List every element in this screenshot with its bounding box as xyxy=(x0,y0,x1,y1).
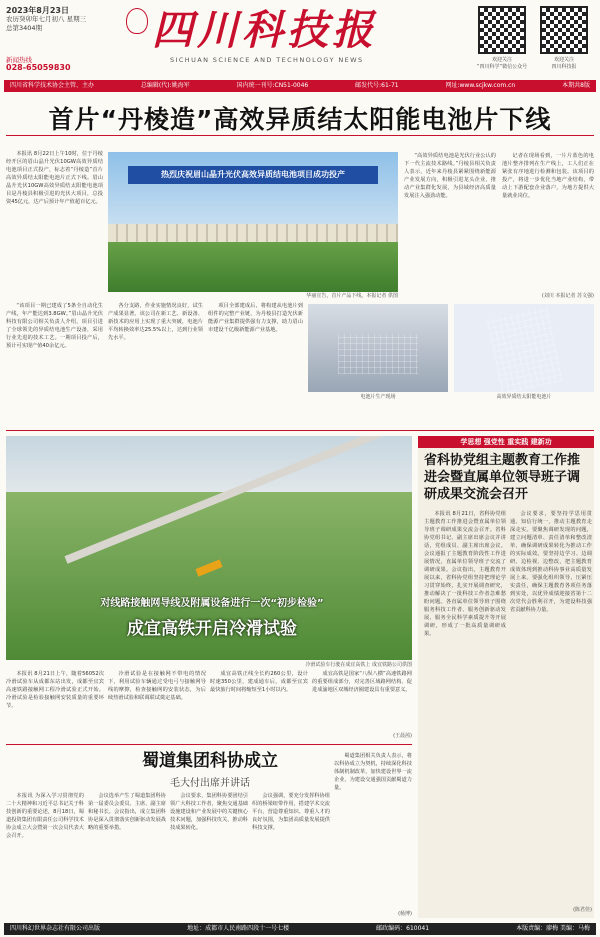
footer xyxy=(4,923,596,935)
hotline-number: 028-65059830 xyxy=(6,63,71,72)
shudao-credit: (杨博) xyxy=(398,911,412,917)
qr-code-1 xyxy=(472,6,532,70)
qr-code-2 xyxy=(534,6,594,70)
cell-photo-caption: 高效异质结太阳能电池片 xyxy=(496,394,552,400)
test-train-icon xyxy=(195,559,222,576)
lead-bottom-rule xyxy=(6,430,594,431)
lead-col-3: 各分支路，作业实施情况良好，试生产成果显著。该公司在新工艺、新设备、新技术的应用上实现了重大突破，电池片平均转换效率达25.5%以上，达到行业领先水平。 xyxy=(108,303,203,341)
rail-bottom-rule xyxy=(6,744,412,745)
rail-photo-caption: 冷滑试验车行驶在成宜高铁上 成宜铁路公司供图 xyxy=(305,662,412,668)
footer-address: 地址：成都市人民南路四段十一号七楼 xyxy=(187,925,290,932)
sidebar-headline: 省科协党组主题教育工作推进会暨直属单位领导班子调研成果交流会召开 xyxy=(424,453,581,502)
lead-photo xyxy=(108,152,398,292)
lead-col-1: 本报讯 8月22日上午10时，位于丹棱经开区的眉山晶升光伏10GW高效异质结电池项目正式投产，标志着“丹棱造”首片高效异质结太阳能电池片正式下线。眉山晶升光伏10GW高效异质结太阳能电池项目是丹棱县积极引进的光伏大项目，总投资45亿元，达产后预计年产值超百亿元。 xyxy=(6,151,103,205)
rail-col-4: 成宜高铁是国家“八纵八横”高速铁路网的重要组成部分，对完善区域路网结构、促进成渝地区双城经济圈建设具有重要意义。 xyxy=(312,671,412,693)
sidebar-banner: 学思想 强党性 重实践 建新功 xyxy=(418,436,594,448)
shudao-col-4: 会议强调，要充分发挥科协组织的桥梁纽带作用，搭建学术交流平台，营造尊重知识、尊重人才的良好氛围，为集团高质量发展提供科技支撑。 xyxy=(252,793,330,831)
qr-code-1-label: 欢迎关注 “四川科学”微信公众号 xyxy=(476,57,528,70)
lead-col-6: 记者在现场看到，一片片蓝色的电池片整齐排列在生产线上，工人们正在紧张有序地进行检测和包装。该项目的投产，将进一步优化当地产业结构，带动上下游配套企业落户，为地方提供大量就业岗位。 xyxy=(502,153,594,199)
qr-code-2-icon xyxy=(540,6,588,54)
rail-photo-banner: 对线路接触网导线及附属设备进行一次“初步检验” xyxy=(100,598,324,609)
date-block xyxy=(6,6,116,33)
footer-postcode: 邮政编码：610041 xyxy=(376,925,430,932)
masthead: 四川科技报 xyxy=(152,6,377,54)
issue-date: 2023年8月23日 xyxy=(6,6,69,15)
lead-photo-banner: 热烈庆祝眉山晶升光伏高效异质结电池项目成功投产 xyxy=(128,166,378,184)
rail-credit: (王晨茜) xyxy=(393,733,412,739)
qr-code-1-icon xyxy=(478,6,526,54)
shudao-headline: 蜀道集团科协成立 xyxy=(142,751,278,771)
solar-cell-icon xyxy=(487,306,563,392)
hotline-label: 新闻热线 xyxy=(6,56,32,64)
viaduct-icon xyxy=(65,436,402,564)
info-sponsor: 四川省科学技术协会主管、主办 xyxy=(10,82,95,89)
shudao-col-2: 会议选举产生了蜀道集团科协第一届委员会委员、主席、副主席和秘书长。会议指出，成立集团科协是深入贯彻落实创新驱动发展战略的重要举措。 xyxy=(88,793,166,831)
hotline xyxy=(6,56,71,72)
emblem-icon xyxy=(126,8,148,34)
factory-photo xyxy=(308,304,448,392)
rail-photo xyxy=(6,436,412,660)
rail-col-1: 本报讯 8月21日上午，随着56052次冷滑试验车从成都东站出发，成都至宜宾高速铁路接触网工程冷滑试验正式开始。冷滑试验是检验接触网安装质量的重要环节。 xyxy=(6,671,104,709)
factory-photo-caption: 电池片生产现场 xyxy=(360,394,396,400)
rail-col-3: 成宜高铁正线全长约260公里，设计时速350公里，建成通车后，成都至宜宾最快旅行时间将缩短至1小时以内。 xyxy=(210,671,308,693)
lunar-date: 农历癸卯年七月初八 星期三 xyxy=(6,15,87,23)
info-postal: 邮发代号:61-71 xyxy=(355,82,399,89)
shudao-subhead: 毛大付出席并讲话 xyxy=(170,778,250,789)
masthead-english: SICHUAN SCIENCE AND TECHNOLOGY NEWS xyxy=(170,56,364,64)
sidebar-credit: (陈君佳) xyxy=(573,907,592,913)
shudao-col-5: 蜀道集团相关负责人表示，将以科协成立为契机，持续深化科技体制机制改革，加快建设世界一流企业，为建设交通强国贡献蜀道力量。 xyxy=(334,753,412,791)
shudao-col-1: 本报讯 为深入学习贯彻党的二十大精神和习近平总书记关于科技创新的重要论述，8月18日，蜀道投资集团有限责任公司科学技术协会成立大会暨第一次会员代表大会召开。 xyxy=(6,793,84,839)
footer-editors: 本版责编：廖梅 美编：马梅 xyxy=(516,925,590,932)
info-pages: 本期共8版 xyxy=(562,82,590,89)
rail-headline: 成宜高铁开启冷滑试验 xyxy=(127,619,297,639)
info-site: 网址:www.scjkw.com.cn xyxy=(445,82,516,89)
lead-photo-caption: 华丽宣告，首片产品下线。本报记者 供图 xyxy=(306,293,398,299)
info-editor: 总编辑(代):姚海军 xyxy=(140,82,190,89)
footer-publisher: 四川科幻世界杂志社有限公司出版 xyxy=(10,925,101,932)
lead-col-5: “高效异质结电池是光伏行业公认的下一代主流技术路线。”丹棱县相关负责人表示，近年来丹棱县紧紧围绕新能源产业发展方向，积极引进龙头企业，推动产业集群化发展，为县域经济高质量发展注入强劲动能。 xyxy=(404,153,496,199)
info-bar xyxy=(4,80,596,92)
issue-number: 总第3404期 xyxy=(6,24,43,32)
qr-code-2-label: 欢迎关注 四川科技报 xyxy=(551,57,577,70)
info-cn: 国内统一刊号:CN51-0046 xyxy=(236,82,309,89)
factory-line-icon xyxy=(338,334,418,374)
sidebar-col-2: 会议要求，要坚持学思用贯通、知信行统一，推动主题教育走深走实。要聚焦调研发现的问题，建立问题清单、责任清单和整改清单，确保调研成果转化为推动工作的实际成效。要坚持边学习、边调研、边检视、边整改，把主题教育成效体现到推动科协事业高质量发展上来。要强化组织领导，压紧压实责任，确保主题教育各项任务落到实处，以优异成绩迎接省第十二次党代会胜利召开，为建设科技强省贡献科协力量。 xyxy=(510,511,592,613)
cell-photo xyxy=(454,304,594,392)
lead-col-4: 项目全部建成后，将构建从电池片到组件的完整产业链，为丹棱县打造光伏新能源产业集群提供强有力支撑，助力眉山市建设千亿级新能源产业基地。 xyxy=(208,303,303,333)
sidebar-col-1: 本报讯 8月21日，省科协党组主题教育工作推进会暨直属单位领导班子调研成果交流会召开。省科协党组书记、副主席出席会议并讲话，党组成员、副主席出席会议。会议通报了主题教育阶段性工作进展情况，直属单位领导班子交流了调研成果。会议指出，主题教育开展以来，省科协党组坚持把理论学习贯穿始终，扎实开展调查研究，推动解决了一批科技工作者急难愁盼问题。各直属单位领导班子围绕服务科技工作者、服务创新驱动发展、服务全民科学素质提升等开展调研，形成了一批高质量调研成果。 xyxy=(424,511,506,637)
shudao-col-3: 会议要求，集团科协要团结引领广大科技工作者，聚焦交通基础设施建设和产业发展中的关键核心技术问题，加强科技攻关，推动科技成果转化。 xyxy=(170,793,248,831)
lead-credit: (刘川 本报记者 苏文强) xyxy=(541,293,594,299)
lead-rule xyxy=(6,135,594,136)
rail-col-2: 冷滑试验是在接触网不带电的情况下，利用试验车辆通过受电弓与接触网导线的摩擦，检查接触网的安装状态，为后续热滑试验和联调联试奠定基础。 xyxy=(108,671,206,701)
crowd-silhouette xyxy=(108,224,398,242)
lead-col-2: “该项目一期已建成了5条全自动化生产线，年产能达到3.8GW。”眉山晶升光伏科技有限公司相关负责人介绍，项目引进了全球领先的异质结电池生产设备，采用行业先进的技术工艺。一期项目投产后，预计可实现产值40余亿元。 xyxy=(6,303,103,349)
lead-headline: 首片“丹棱造”高效异质结太阳能电池片下线 xyxy=(48,105,552,134)
